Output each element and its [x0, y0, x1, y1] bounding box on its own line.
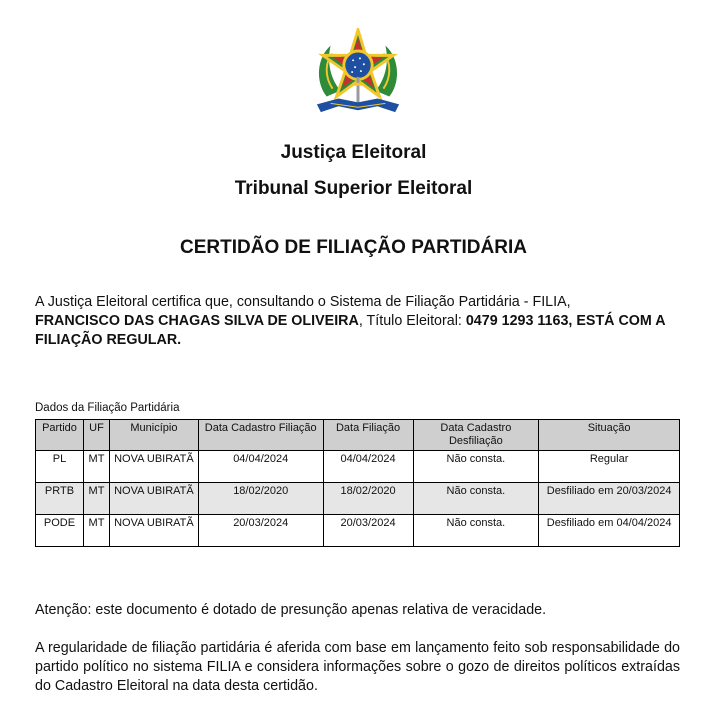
- cell-situacao: Regular: [539, 451, 680, 483]
- cell-situacao: Desfiliado em 04/04/2024: [539, 515, 680, 547]
- cell-municipio: NOVA UBIRATÃ: [109, 515, 198, 547]
- cell-data-cadastro-filiacao: 18/02/2020: [198, 483, 323, 515]
- cell-uf: MT: [83, 451, 109, 483]
- org-title-line2: Tribunal Superior Eleitoral: [234, 178, 473, 199]
- header-partido: Partido: [36, 420, 84, 451]
- cell-partido: PODE: [36, 515, 84, 547]
- cell-data-cadastro-filiacao: 04/04/2024: [198, 451, 323, 483]
- cell-uf: MT: [83, 515, 109, 547]
- header-situacao: Situação: [539, 420, 680, 451]
- table-row: [36, 483, 680, 515]
- document-title: CERTIDÃO DE FILIAÇÃO PARTIDÁRIA: [180, 237, 527, 258]
- header-data-cadastro-desfiliacao: Data Cadastro Desfiliação: [413, 420, 539, 451]
- cell-municipio: NOVA UBIRATÃ: [109, 483, 198, 515]
- table-row: [36, 515, 680, 547]
- brazil-coat-of-arms-icon: [309, 28, 407, 120]
- header-data-cadastro-filiacao: Data Cadastro Filiação: [198, 420, 323, 451]
- certification-statement: [35, 293, 675, 350]
- table-row: [36, 451, 680, 483]
- header-uf: UF: [83, 420, 109, 451]
- cell-municipio: NOVA UBIRATÃ: [109, 451, 198, 483]
- header-data-filiacao: Data Filiação: [323, 420, 413, 451]
- cell-uf: MT: [83, 483, 109, 515]
- regularity-note: A regularidade de filiação partidária é aferida com base em lançamento feito sob responsabilidade do partido político no sistema FILIA e considera informações sobre o gozo de direitos políticos extraídas do Cadastro Eleitoral na data desta certidão.: [35, 640, 680, 694]
- table-caption: Dados da Filiação Partidária: [35, 402, 180, 414]
- cell-data-cadastro-desfiliacao: Não consta.: [413, 515, 539, 547]
- cell-data-cadastro-filiacao: 20/03/2024: [198, 515, 323, 547]
- cell-situacao: Desfiliado em 20/03/2024: [539, 483, 680, 515]
- attention-note: Atenção: este documento é dotado de presunção apenas relativa de veracidade.: [35, 602, 547, 618]
- header-municipio: Município: [109, 420, 198, 451]
- intro-text-title-label: , Título Eleitoral:: [358, 313, 466, 329]
- intro-text: A Justiça Eleitoral certifica que, consultando o Sistema de Filiação Partidária - FILIA,: [35, 294, 571, 310]
- cell-data-filiacao: 18/02/2020: [323, 483, 413, 515]
- cell-data-filiacao: 20/03/2024: [323, 515, 413, 547]
- cell-data-cadastro-desfiliacao: Não consta.: [413, 483, 539, 515]
- status-text: , ESTÁ COM A FILIAÇÃO REGULAR.: [35, 313, 666, 348]
- voter-title-number: 0479 1293 1163: [465, 313, 569, 329]
- voter-name: FRANCISCO DAS CHAGAS SILVA DE OLIVEIRA: [35, 313, 359, 329]
- cell-data-cadastro-desfiliacao: Não consta.: [413, 451, 539, 483]
- cell-partido: PRTB: [36, 483, 84, 515]
- cell-partido: PL: [36, 451, 84, 483]
- membership-table: [35, 419, 680, 547]
- org-title-line1: Justiça Eleitoral: [280, 142, 427, 163]
- cell-data-filiacao: 04/04/2024: [323, 451, 413, 483]
- table-header-row: [36, 420, 680, 451]
